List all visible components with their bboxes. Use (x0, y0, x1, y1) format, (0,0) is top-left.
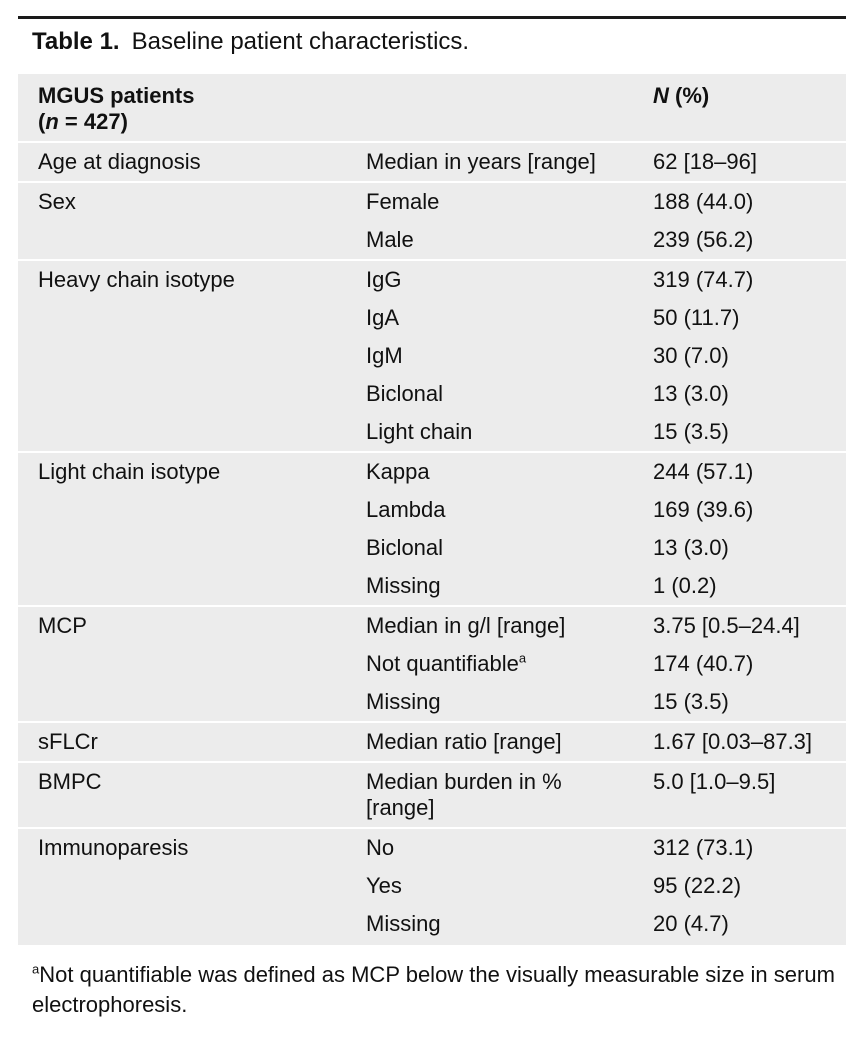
row-value-cell: 312 (73.1) (643, 828, 846, 867)
row-group-cell (18, 413, 346, 452)
row-group-cell (18, 567, 346, 606)
row-group-cell (18, 221, 346, 260)
row-label: Yes (366, 873, 402, 898)
table-row (18, 567, 846, 606)
table-row (18, 606, 846, 645)
row-label-cell (346, 299, 643, 337)
row-value-cell: 1.67 [0.03–87.3] (643, 722, 846, 762)
row-value-cell: 5.0 [1.0–9.5] (643, 762, 846, 828)
row-value-cell: 13 (3.0) (653, 535, 729, 560)
row-group-cell (18, 645, 346, 683)
row-label: Female (366, 189, 440, 214)
row-label-cell (346, 491, 643, 529)
table-row (18, 828, 846, 867)
row-value-cell: 20 (4.7) (653, 911, 729, 936)
top-rule (18, 16, 846, 19)
row-value-cell: 239 (56.2) (653, 227, 754, 252)
row-value-cell: 1 (0.2) (653, 573, 717, 598)
row-group-cell: Sex (18, 182, 346, 221)
row-label: Median in g/l [range] (366, 613, 566, 638)
table-row (18, 182, 846, 221)
row-group-cell: BMPC (18, 762, 346, 828)
header-n-label: n (45, 109, 59, 134)
row-label: Missing (366, 911, 441, 936)
row-value-cell: 244 (57.1) (643, 452, 846, 491)
row-label: Not quantifiable (366, 651, 519, 676)
row-label: Median burden in % [range] (366, 769, 562, 820)
row-group-cell: sFLCr (18, 722, 346, 762)
table-row (18, 337, 846, 375)
header-group-cell (18, 74, 346, 142)
table-row (18, 867, 846, 905)
row-label-cell (346, 645, 643, 683)
table-header-row (18, 74, 846, 142)
header-group-title: MGUS patients (38, 83, 195, 108)
row-group-cell (18, 337, 346, 375)
row-label: Median ratio [range] (366, 729, 562, 754)
row-label: Male (366, 227, 414, 252)
caption-title: Baseline patient characteristics. (131, 28, 470, 55)
row-label-cell (346, 867, 643, 905)
footnote-ref: a (518, 650, 527, 666)
row-label: Kappa (366, 459, 430, 484)
row-value-cell: 13 (3.0) (653, 381, 729, 406)
row-label-cell (346, 221, 643, 260)
row-label: IgA (366, 305, 400, 330)
row-group-cell (18, 299, 346, 337)
row-group-cell (18, 683, 346, 722)
header-label-cell (346, 74, 643, 142)
row-group-cell: MCP (18, 606, 346, 645)
row-value-cell: 3.75 [0.5–24.4] (643, 606, 846, 645)
footnote-text: Not quantifiable was defined as MCP below the visually measurable size in serum electrophoresis. (32, 962, 835, 1017)
row-label: Lambda (366, 497, 446, 522)
table-row (18, 722, 846, 762)
table-row (18, 683, 846, 722)
footnote-marker: a (32, 961, 40, 977)
row-group-cell: Light chain isotype (18, 452, 346, 491)
row-value-cell: 188 (44.0) (643, 182, 846, 221)
row-group-cell (18, 529, 346, 567)
row-label-cell (346, 683, 643, 722)
row-value-cell: 174 (40.7) (653, 651, 754, 676)
row-label: Light chain (366, 419, 473, 444)
table-caption (32, 28, 469, 56)
baseline-characteristics-table (18, 74, 846, 945)
row-label: IgG (366, 267, 402, 292)
row-label: IgM (366, 343, 403, 368)
row-label-cell (346, 567, 643, 606)
row-label-cell (346, 452, 643, 491)
row-group-cell (18, 905, 346, 945)
table-row (18, 645, 846, 683)
row-group-cell (18, 867, 346, 905)
row-label-cell (346, 142, 643, 182)
row-label-cell (346, 828, 643, 867)
row-label: Missing (366, 689, 441, 714)
table-row (18, 142, 846, 182)
row-label-cell (346, 413, 643, 452)
table-row (18, 299, 846, 337)
row-label: Biclonal (366, 381, 444, 406)
row-label: No (366, 835, 395, 860)
table-row (18, 529, 846, 567)
row-value-cell: 169 (39.6) (653, 497, 754, 522)
table-row (18, 491, 846, 529)
row-value-cell: 30 (7.0) (653, 343, 729, 368)
header-n-value: = 427) (64, 109, 128, 134)
row-label: Median in years [range] (366, 149, 596, 174)
row-label-cell (346, 762, 643, 828)
row-value-cell: 50 (11.7) (653, 305, 740, 330)
table-footnote (32, 960, 852, 1020)
row-label-cell (346, 905, 643, 945)
table-row (18, 452, 846, 491)
row-label: Biclonal (366, 535, 444, 560)
row-group-cell: Immunoparesis (18, 828, 346, 867)
row-group-cell: Heavy chain isotype (18, 260, 346, 299)
row-label: Missing (366, 573, 441, 598)
row-label-cell (346, 722, 643, 762)
row-value-cell: 95 (22.2) (653, 873, 742, 898)
table-row (18, 905, 846, 945)
row-value-cell: 15 (3.5) (653, 419, 729, 444)
caption-label: Table 1. (32, 28, 120, 55)
table-row (18, 375, 846, 413)
row-label-cell (346, 375, 643, 413)
header-value-cell: N (%) (653, 83, 710, 108)
row-label-cell (346, 529, 643, 567)
table-row (18, 413, 846, 452)
row-group-cell: Age at diagnosis (18, 142, 346, 182)
row-group-cell (18, 491, 346, 529)
row-label-cell (346, 606, 643, 645)
table-row (18, 260, 846, 299)
table-row (18, 221, 846, 260)
table-row (18, 762, 846, 828)
row-value-cell: 15 (3.5) (653, 689, 729, 714)
header-n-line: (n = 427) (38, 109, 128, 134)
row-label-cell (346, 182, 643, 221)
row-group-cell (18, 375, 346, 413)
row-label-cell (346, 337, 643, 375)
row-value-cell: 319 (74.7) (643, 260, 846, 299)
row-label-cell (346, 260, 643, 299)
row-value-cell: 62 [18–96] (643, 142, 846, 182)
